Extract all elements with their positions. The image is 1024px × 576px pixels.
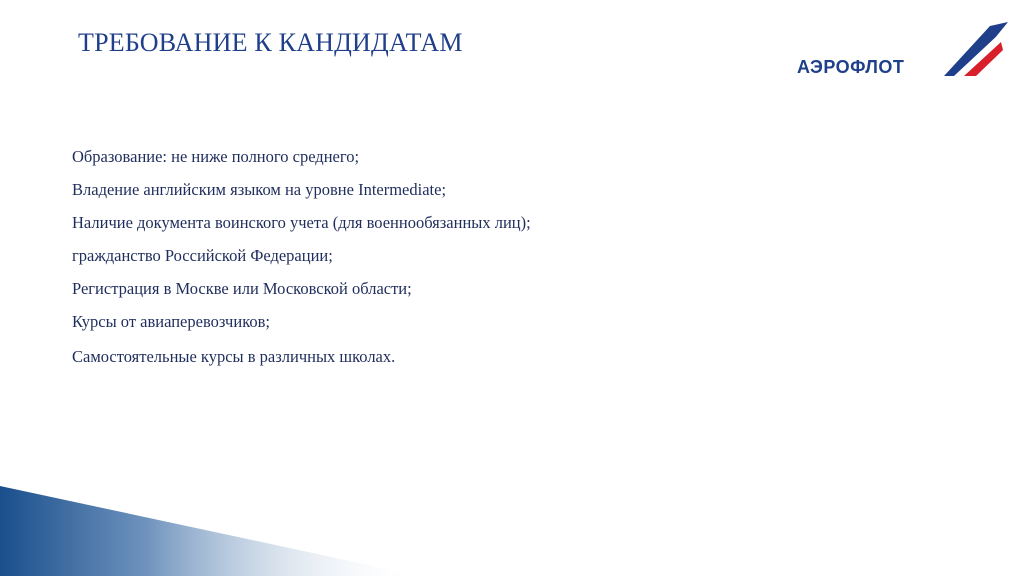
list-item: Курсы от авиаперевозчиков; — [72, 312, 270, 331]
aeroflot-logo — [794, 20, 1008, 78]
list-item: Владение английским языком на уровне Intermediate; — [72, 180, 447, 199]
list-item: Регистрация в Москве или Московской области; — [72, 279, 412, 298]
list-item: Самостоятельные курсы в различных школах. — [72, 347, 396, 366]
list-item: гражданство Российской Федерации; — [72, 246, 333, 265]
corner-gradient-decoration — [0, 480, 420, 576]
requirements-list — [72, 145, 531, 378]
list-item: Наличие документа воинского учета (для военнообязанных лиц); — [72, 213, 531, 232]
list-item: Образование: не ниже полного среднего; — [72, 147, 360, 166]
slide-title: ТРЕБОВАНИЕ К КАНДИДАТАМ — [78, 28, 463, 57]
logo-text: АЭРОФЛОТ — [797, 57, 905, 77]
